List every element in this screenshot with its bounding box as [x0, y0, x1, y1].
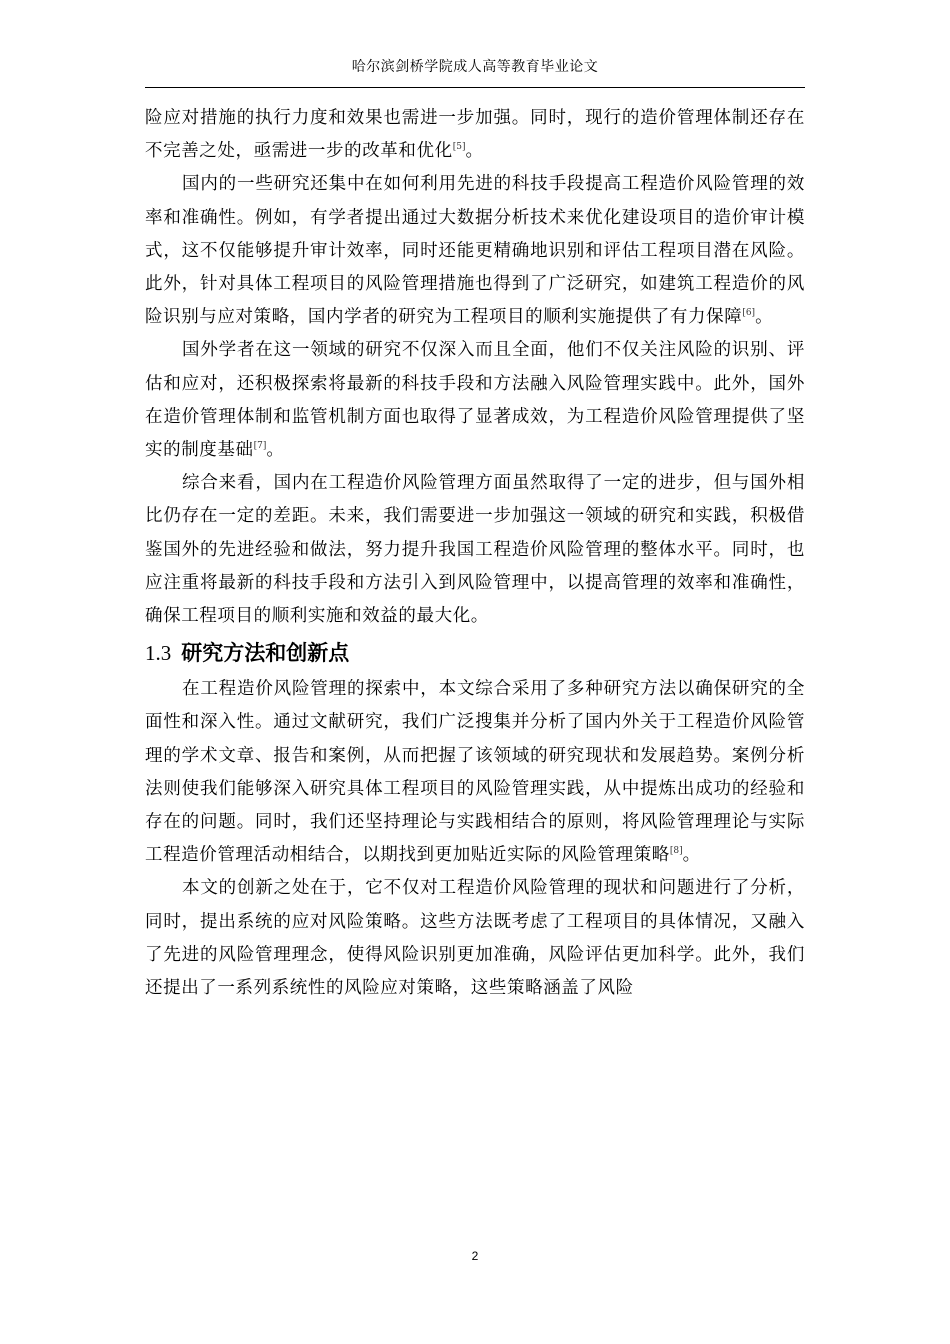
paragraph-end: 。	[266, 440, 285, 461]
citation: [7]	[253, 441, 267, 452]
document-body	[145, 102, 805, 1005]
paragraph-text: 国外学者在这一领域的研究不仅深入而且全面，他们不仅关注风险的识别、评估和应对，还积极探索将最新的科技手段和方法融入风险管理实践中。此外，国外在造价管理体制和监管机制方面也取得了显著成效，为工程造价风险管理提供了坚实的制度基础	[145, 340, 805, 461]
paragraph-research-methods	[145, 673, 805, 872]
citation: [5]	[452, 142, 466, 153]
page-header	[145, 56, 805, 88]
paragraph-innovation	[145, 872, 805, 1005]
paragraph-end: 。	[755, 307, 774, 328]
section-title: 研究方法和创新点	[181, 641, 350, 666]
paragraph-continuation	[145, 102, 805, 168]
page-number-text: 2	[471, 1249, 479, 1263]
paragraph-text: 国内的一些研究还集中在如何利用先进的科技手段提高工程造价风险管理的效率和准确性。例如，有学者提出通过大数据分析技术来优化建设项目的造价审计模式，这不仅能够提升审计效率，同时还能更精确地识别和评估工程项目潜在风险。此外，针对具体工程项目的风险管理措施也得到了广泛研究，如建筑工程造价的风险识别与应对策略，国内学者的研究为工程项目的顺利实施提供了有力保障	[145, 174, 805, 328]
paragraph-text: 本文的创新之处在于，它不仅对工程造价风险管理的现状和问题进行了分析，同时，提出系统的应对风险策略。这些方法既考虑了工程项目的具体情况，又融入了先进的风险管理理念，使得风险识别更加准确，风险评估更加科学。此外，我们还提出了一系列系统性的风险应对策略，这些策略涵盖了风险	[145, 878, 805, 999]
paragraph-end: 。	[465, 141, 484, 162]
paragraph-text: 综合来看，国内在工程造价风险管理方面虽然取得了一定的进步，但与国外相比仍存在一定的差距。未来，我们需要进一步加强这一领域的研究和实践，积极借鉴国外的先进经验和做法，努力提升我国工程造价风险管理的整体水平。同时，也应注重将最新的科技手段和方法引入到风险管理中，以提高管理的效率和准确性，确保工程项目的顺利实施和效益的最大化。	[145, 473, 805, 627]
section-number: 1.3	[145, 641, 172, 666]
paragraph-domestic-research	[145, 168, 805, 334]
paragraph-foreign-research	[145, 334, 805, 467]
paragraph-text: 险应对措施的执行力度和效果也需进一步加强。同时，现行的造价管理体制还存在不完善之处，亟需进一步的改革和优化	[145, 108, 805, 162]
paragraph-text: 在工程造价风险管理的探索中，本文综合采用了多种研究方法以确保研究的全面性和深入性。通过文献研究，我们广泛搜集并分析了国内外关于工程造价风险管理的学术文章、报告和案例，从而把握了该领域的研究现状和发展趋势。案例分析法则使我们能够深入研究具体工程项目的风险管理实践，从中提炼出成功的经验和存在的问题。同时，我们还坚持理论与实践相结合的原则，将风险管理理论与实际工程造价管理活动相结合，以期找到更加贴近实际的风险管理策略	[145, 679, 805, 866]
section-heading	[145, 633, 805, 673]
paragraph-end: 。	[682, 845, 701, 866]
citation: [6]	[742, 308, 756, 319]
page-number	[0, 1249, 950, 1263]
header-title: 哈尔滨剑桥学院成人高等教育毕业论文	[351, 59, 599, 75]
citation: [8]	[669, 846, 683, 857]
paragraph-summary	[145, 467, 805, 633]
